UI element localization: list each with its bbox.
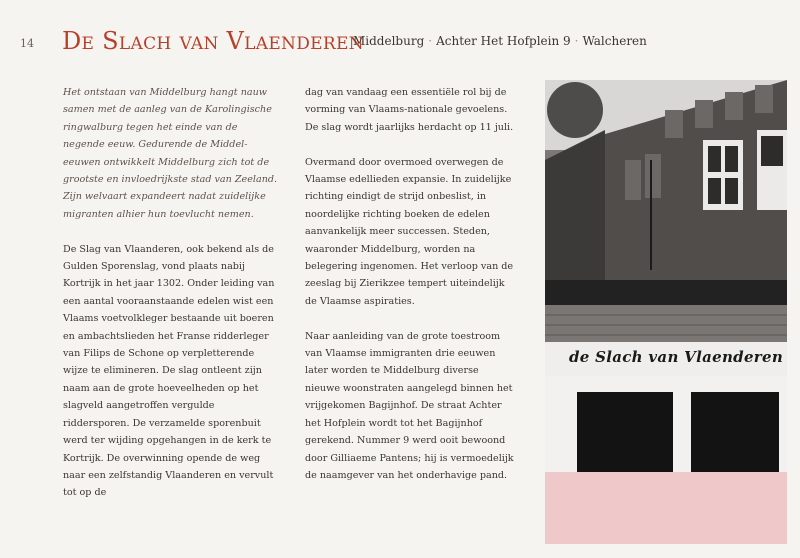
subtitle-separator: · (428, 34, 433, 48)
location-subtitle (353, 34, 647, 48)
body-paragraph: dag van vandaag een essentiële rol bij de vorming van Vlaams-nationale gevoelens. De slag wordt jaarlijks herdacht op 11 juli. (305, 87, 514, 133)
shop-sign-text: de Slach van Vlaenderen (568, 348, 784, 366)
body-paragraph: Overmand door overmoed overwegen de Vlaamse edellieden expansie. In zuidelijke richting eindigt de strijd onbeslist, in noordelijke richting boeken de edelen aanvankelijk meer successen. Steden, waaronder Middelburg, worden na belegering ingenomen. Het verloop van de zeeslag bij Zierikzee tempert uiteindelijk de Vlaamse aspiraties. (305, 156, 514, 307)
body-paragraph: De Slag van Vlaanderen, ook bekend als de Gulden Sporenslag, vond plaats nabij Kortrijk in het jaar 1302. Onder leiding van een aantal vooraanstaande edelen wist een Vlaams voetvolkleger bestaande uit boeren en ambachtslieden het Franse ridderleger van Filips de Schone op verpletterende wijze te elimineren. De slag ontleent zijn naam aan de grote hoeveelheden op het slagveld aangetroffen vergulde riddersporen. De verzamelde sporenbuit werd ter wijding opgehangen in de kerk te Kortrijk. De overwinning opende de weg naar een zelfstandig Vlaanderen en vervult tot op de (63, 243, 275, 499)
left-text-column (63, 84, 281, 519)
page-title: De Slach van Vlaenderen (62, 27, 364, 55)
body-paragraph: Naar aanleiding van de grote toestroom van Vlaamse immigranten drie eeuwen later worden te Middelburg diverse nieuwe woonstraten aangelegd binnen het vrijgekomen Bagijnhof. De straat Achter het Hofplein wordt tot het Bagijnhof gerekend. Nummer 9 werd ooit bewoond door Gilliaeme Pantens; hij is vermoedelijk de naamgever van het onderhavige pand. (305, 330, 514, 481)
subtitle-city: Middelburg (353, 34, 425, 48)
pink-color-block (545, 472, 787, 544)
intro-paragraph: Het ontstaan van Middelburg hangt nauw samen met de aanleg van de Karolingische ringwalburg tegen het einde van de negende eeuw. Gedurende de Middeleeuwen ontwikkelt Middelburg zich tot de grootste en invloedrijkste stad van Zeeland. Zijn welvaart expandeert nadat zuidelijke migranten alhier hun toevlucht nemen. (63, 87, 278, 220)
middle-text-column (305, 84, 515, 502)
subtitle-region: Walcheren (582, 34, 647, 48)
page-number: 14 (20, 37, 34, 50)
subtitle-separator: · (574, 34, 579, 48)
subtitle-street: Achter Het Hofplein 9 (436, 34, 571, 48)
